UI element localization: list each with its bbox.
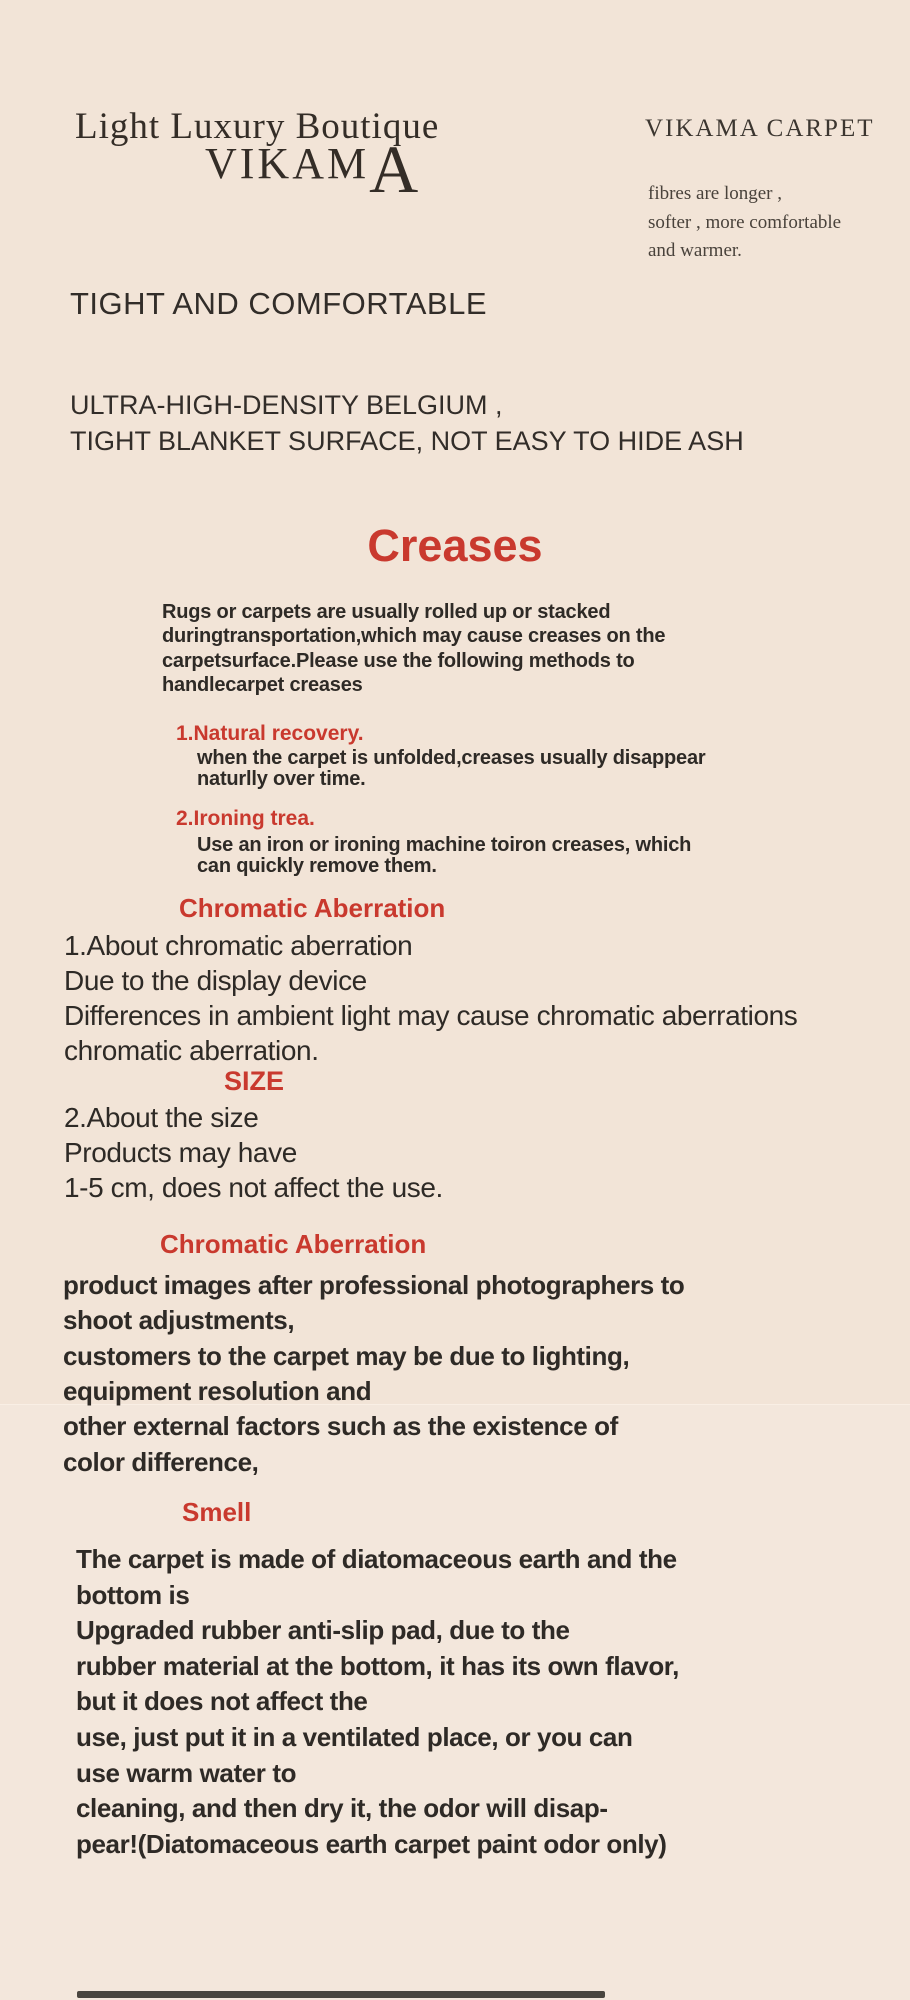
text-line: The carpet is made of diatomaceous earth and the xyxy=(76,1544,677,1574)
smell-body xyxy=(76,1542,679,1862)
bottom-bar xyxy=(77,1991,605,1998)
text-line: pear!(Diatomaceous earth carpet paint odor only) xyxy=(76,1828,667,1859)
text-line: Use an iron or ironing machine toiron creases, which xyxy=(197,834,692,856)
text-line: use, just put it in a ventilated place, or you can xyxy=(76,1722,633,1753)
section-heading-smell: Smell xyxy=(182,1497,252,1527)
tagline-line: softer , more comfortable xyxy=(648,211,842,233)
text-line: shoot adjustments, xyxy=(63,1305,295,1336)
text-line: but it does not affect the xyxy=(76,1686,368,1717)
section-heading-chromatic-1: Chromatic Aberration xyxy=(179,893,446,923)
text-line: can quickly remove them. xyxy=(197,855,437,878)
creases-item2-text xyxy=(197,835,691,877)
text-line: color difference, xyxy=(63,1446,259,1477)
text-line: bottom is xyxy=(76,1579,190,1610)
text-line: Upgraded rubber anti-slip pad, due to the xyxy=(76,1615,570,1646)
brand-logo-text: VIKAM xyxy=(205,139,370,188)
text-line: duringtransportation,which may cause creases on the xyxy=(162,625,666,648)
tagline-line: fibres are longer , xyxy=(648,183,782,204)
text-line: 1-5 cm, does not affect the use. xyxy=(64,1172,443,1203)
text-line: naturlly over time. xyxy=(197,768,366,791)
text-line: Rugs or carpets are usually rolled up or stacked xyxy=(162,601,611,623)
creases-item2-label: 2.Ironing trea. xyxy=(176,807,315,830)
text-line: Differences in ambient light may cause chromatic aberrations xyxy=(64,1000,798,1031)
section-heading-size: SIZE xyxy=(224,1066,285,1096)
text-line: chromatic aberration. xyxy=(64,1035,319,1066)
chromatic-2-body xyxy=(63,1268,684,1480)
section-title-tight: TIGHT AND COMFORTABLE xyxy=(70,286,487,321)
text-line: TIGHT BLANKET SURFACE, NOT EASY TO HIDE ASH xyxy=(70,425,744,456)
creases-item1-label: 1.Natural recovery. xyxy=(176,722,364,745)
text-line: other external factors such as the existence of xyxy=(63,1411,618,1442)
text-line: Due to the display device xyxy=(64,965,367,996)
text-line: handlecarpet creases xyxy=(162,674,363,697)
size-body xyxy=(64,1100,443,1205)
text-line: carpetsurface.Please use the following methods to xyxy=(162,649,635,672)
brand-tagline: Light Luxury Boutique xyxy=(75,106,440,147)
text-line: 1.About chromatic aberration xyxy=(64,930,413,961)
creases-item1-text xyxy=(197,748,705,790)
tagline-line: and warmer. xyxy=(648,240,742,261)
text-line: cleaning, and then dry it, the odor will disap- xyxy=(76,1793,608,1824)
header-right-title: VIKAMA CARPET xyxy=(645,115,875,142)
text-line: 2.About the size xyxy=(64,1102,259,1133)
text-line: ULTRA-HIGH-DENSITY BELGIUM , xyxy=(70,390,503,420)
text-line: product images after professional photographers to xyxy=(63,1270,685,1300)
section-heading-chromatic-2: Chromatic Aberration xyxy=(160,1229,427,1259)
section-heading-creases: Creases xyxy=(367,520,543,571)
text-line: Products may have xyxy=(64,1137,297,1168)
text-line: rubber material at the bottom, it has its own flavor, xyxy=(76,1650,679,1681)
header-right-tagline xyxy=(648,180,841,266)
creases-intro xyxy=(162,600,665,698)
text-line: use warm water to xyxy=(76,1757,297,1788)
brand-logo-big-letter: A xyxy=(369,131,419,207)
tight-subtitle xyxy=(70,388,744,460)
brand-logo xyxy=(205,131,419,207)
text-line: customers to the carpet may be due to lighting, xyxy=(63,1340,630,1371)
text-line: equipment resolution and xyxy=(63,1376,372,1407)
chromatic-1-body xyxy=(64,928,797,1068)
text-line: when the carpet is unfolded,creases usually disappear xyxy=(197,747,706,769)
